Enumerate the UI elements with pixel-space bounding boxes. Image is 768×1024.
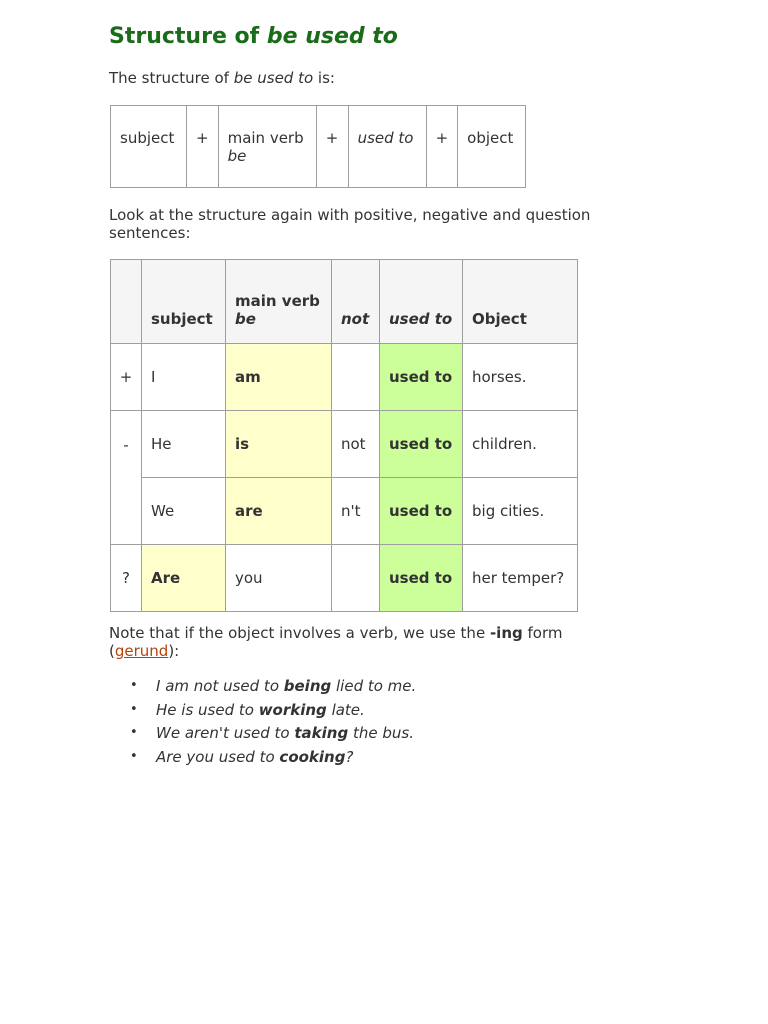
row-used-to: used to [380,411,463,478]
header-not-label: not [341,309,370,328]
title-italic: be used to [266,24,398,49]
structure-subject: subject [111,106,187,188]
header-used-to-label: used to [389,309,453,328]
structure-object: object [458,106,526,188]
row-not [332,344,380,411]
title-plain: Structure of [109,24,267,49]
row-sign: + [111,344,142,411]
row-not [332,545,380,612]
header-object-label: Object [472,309,527,328]
header-used-to [380,260,463,344]
structure-plus-1: + [187,106,219,188]
row-verb: Are [142,545,226,612]
structure-used-to-label: used to [357,129,414,147]
example-text: I am not used to [156,677,284,695]
example-text: We aren't used to [156,724,295,743]
note-text [109,624,629,660]
header-object [463,260,578,344]
examples-list [130,676,416,771]
header-main-verb [226,260,332,344]
header-sign [111,260,142,344]
row-verb: is [226,411,332,478]
row-subject: I [142,344,226,411]
table-row [111,478,578,545]
structure-main-verb [218,106,316,188]
structure-used-to [348,106,426,188]
row-verb: are [226,478,332,545]
example-text: He is used to [156,700,259,719]
row-object: big cities. [463,478,578,545]
intro-text [109,69,335,87]
structure-be: be [227,147,247,165]
row-sign: - [111,411,142,545]
header-main-verb-label: main verb [235,291,320,310]
bullet-icon: • [130,725,138,741]
list-item [130,747,416,771]
example-text: late. [326,700,365,719]
example-bold: taking [294,724,349,743]
row-subject: you [226,545,332,612]
table-row [111,545,578,612]
gerund-link[interactable]: gerund [114,642,169,660]
row-verb: am [226,344,332,411]
table-header-row [111,260,578,344]
bullet-icon: • [130,749,138,765]
header-subject-label: subject [151,309,213,328]
row-object: children. [463,411,578,478]
sentences-table [110,259,578,612]
table-row [111,344,578,411]
row-subject: He [142,411,226,478]
page-title [109,24,398,49]
row-subject: We [142,478,226,545]
structure-row [111,106,526,188]
example-text: ? [345,748,354,767]
list-item [130,676,416,700]
row-used-to: used to [380,478,463,545]
row-object: horses. [463,344,578,411]
example-text: lied to me. [331,677,417,695]
bullet-icon: • [130,678,138,693]
header-not [332,260,380,344]
structure-main-verb-label: main verb [227,129,304,147]
row-used-to: used to [380,545,463,612]
header-be: be [235,309,256,328]
structure-plus-2: + [316,106,348,188]
list-item [130,723,416,747]
row-not: n't [332,478,380,545]
example-text: the bus. [348,724,414,743]
note-after: ): [168,642,180,660]
header-subject [142,260,226,344]
example-bold: cooking [279,748,346,767]
bullet-icon: • [130,701,138,717]
structure-table [110,105,526,188]
row-not: not [332,411,380,478]
intro-italic: be used to [233,69,314,87]
intro-before: The structure of [109,69,234,87]
list-item [130,700,416,724]
row-object: her temper? [463,545,578,612]
example-text: Are you used to [156,748,280,767]
row-used-to: used to [380,344,463,411]
structure-plus-3: + [426,106,458,188]
intro-after: is: [313,69,335,87]
row-sign: ? [111,545,142,612]
table-row [111,411,578,478]
note-before: Note that if the object involves a verb, we use the [109,624,490,642]
example-bold: working [258,700,327,719]
look-text: Look at the structure again with positive, negative and question sentences: [109,206,591,242]
note-ing: -ing [489,624,523,642]
note-middle: form ( [109,624,563,660]
example-bold: being [283,677,332,695]
